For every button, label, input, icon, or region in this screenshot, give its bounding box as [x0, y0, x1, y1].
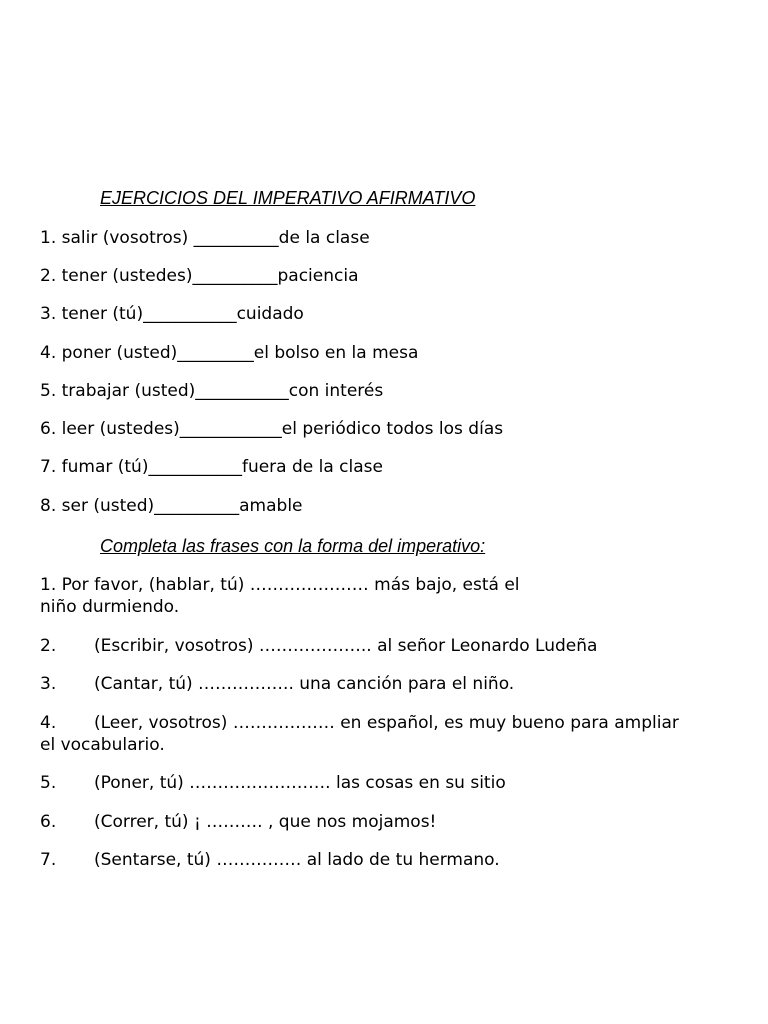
exercise-item-4: 4. poner (usted)_________el bolso en la mesa: [40, 343, 419, 363]
sentence-item-1-line1: 1. Por favor, (hablar, tú) ………………… más bajo, está el: [40, 575, 520, 595]
exercise-item-3: 3. tener (tú)___________cuidado: [40, 304, 304, 324]
sentence-item-6-number: 6.: [40, 812, 57, 832]
sentence-item-3-text: (Cantar, tú) …………….. una canción para el niño.: [94, 674, 515, 694]
sentence-item-5-number: 5.: [40, 773, 57, 793]
sentence-item-7-number: 7.: [40, 850, 57, 870]
exercise-item-5: 5. trabajar (usted)___________con interés: [40, 381, 384, 401]
sentence-item-6-text: (Correr, tú) ¡ ………. , que nos mojamos!: [94, 812, 437, 832]
exercise-item-6: 6. leer (ustedes)____________el periódico todos los días: [40, 419, 504, 439]
exercise-item-2: 2. tener (ustedes)__________paciencia: [40, 266, 359, 286]
sentence-item-7-text: (Sentarse, tú) …………… al lado de tu hermano.: [94, 850, 500, 870]
sentence-item-2-text: (Escribir, vosotros) ……………….. al señor Leonardo Ludeña: [94, 636, 598, 656]
section-2-title: Completa las frases con la forma del imperativo:: [100, 536, 486, 556]
sentence-item-4-text: (Leer, vosotros) ……………… en español, es muy bueno para ampliar: [94, 713, 679, 733]
sentence-item-1-line2: niño durmiendo.: [40, 597, 180, 617]
exercise-item-1: 1. salir (vosotros) __________de la clase: [40, 228, 370, 248]
sentence-item-4-line2: el vocabulario.: [40, 735, 165, 755]
sentence-item-5-text: (Poner, tú) ……………………. las cosas en su sitio: [94, 773, 506, 793]
sentence-item-2-number: 2.: [40, 636, 57, 656]
exercise-item-7: 7. fumar (tú)___________fuera de la clase: [40, 457, 383, 477]
exercise-item-8: 8. ser (usted)__________amable: [40, 496, 303, 516]
worksheet-title: EJERCICIOS DEL IMPERATIVO AFIRMATIVO: [100, 188, 476, 208]
sentence-item-3-number: 3.: [40, 674, 57, 694]
sentence-item-4-number: 4.: [40, 713, 57, 733]
